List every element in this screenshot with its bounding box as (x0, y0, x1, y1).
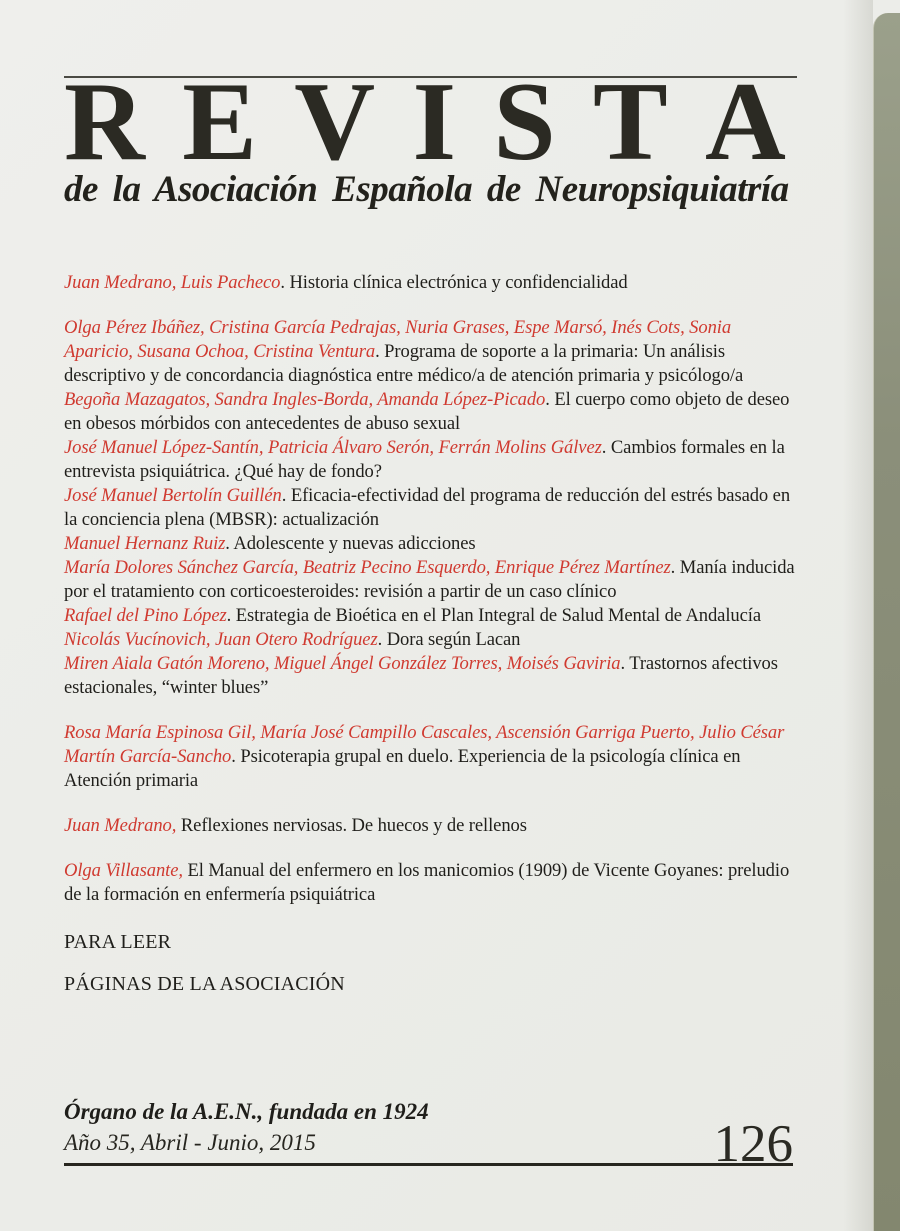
toc-entry (64, 652, 804, 700)
toc-entry-delimiter: . (226, 605, 236, 626)
toc-entry-authors: Rafael del Pino López (64, 605, 227, 626)
toc-entry (64, 532, 804, 556)
toc-entry-authors: Olga Pérez Ibáñez, Cristina García Pedrajas, Nuria Grases, Espe Marsó, Inés Cots, Sonia Aparicio, Susana Ochoa, Cristina Ventura (64, 317, 732, 362)
toc-entry-authors: Olga Villasante, (64, 860, 183, 881)
toc-entry (64, 556, 804, 604)
toc-entry-title: El Manual del enfermero en los manicomios (1909) de Vicente Goyanes: preludio de la formación en enfermería psiquiátrica (64, 860, 790, 905)
toc-entry (64, 859, 804, 907)
toc-entry-title: Dora según Lacan (386, 629, 521, 650)
toc-entry-delimiter: . (545, 389, 555, 410)
toc-entry-delimiter: . (375, 341, 385, 362)
toc-entry (64, 271, 804, 295)
toc-entry (64, 721, 804, 793)
journal-title: R E V I S T A (64, 60, 786, 184)
journal-subtitle: de la Asociación Española de Neuropsiquiatría (64, 169, 789, 210)
footer (64, 1098, 793, 1173)
toc-entry (64, 604, 804, 628)
toc-entry-title: Eficacia-efectividad del programa de reducción del estrés basado en la conciencia plena (MBSR): actualización (64, 485, 791, 530)
toc-entry-delimiter: . (281, 485, 291, 506)
toc-entry-title: Estrategia de Bioética en el Plan Integral de Salud Mental de Andalucía (235, 605, 761, 626)
toc-entry-delimiter: . (280, 272, 290, 293)
toc-entry-title: El cuerpo como objeto de deseo en obesos mórbidos con antecedentes de abuso sexual (64, 389, 790, 434)
toc-entry-authors: Manuel Hernanz Ruiz (64, 533, 226, 554)
toc-entry-authors: José Manuel Bertolín Guillén (64, 485, 282, 506)
toc-entry-title: Trastornos afectivos estacionales, “winter blues” (64, 653, 778, 698)
toc-entry (64, 316, 804, 388)
issue-number: 126 (713, 1115, 793, 1173)
table-of-contents (64, 271, 804, 907)
toc-entry-authors: Miren Aiala Gatón Moreno, Miguel Ángel González Torres, Moisés Gaviria (64, 653, 621, 674)
toc-entry-authors: José Manuel López-Santín, Patricia Álvaro Serón, Ferrán Molins Gálvez (64, 437, 602, 458)
toc-entry-title: Historia clínica electrónica y confidencialidad (289, 272, 628, 293)
section-paginas-asociacion: PÁGINAS DE LA ASOCIACIÓN (64, 973, 345, 995)
toc-entry-authors: Juan Medrano, (64, 815, 177, 836)
toc-entry-delimiter: . (670, 557, 680, 578)
toc-entry-title: Psicoterapia grupal en duelo. Experiencia de la psicología clínica en Atención primaria (64, 746, 741, 791)
footer-organ-line: Órgano de la A.E.N., fundada en 1924 (64, 1099, 429, 1124)
cover-content (0, 60, 804, 996)
toc-entry-authors: Rosa María Espinosa Gil, María José Campillo Cascales, Ascensión Garriga Puerto, Julio César Martín García-Sancho (64, 722, 785, 767)
toc-entry-authors: Begoña Mazagatos, Sandra Ingles-Borda, Amanda López-Picado (64, 389, 546, 410)
toc-entry-delimiter: . (601, 437, 611, 458)
toc-entry (64, 484, 804, 532)
footer-issue-info: Año 35, Abril - Junio, 2015 (64, 1130, 316, 1155)
toc-entry (64, 436, 804, 484)
toc-entry-authors: Juan Medrano, Luis Pacheco (64, 272, 281, 293)
toc-entry-title: Reflexiones nerviosas. De huecos y de rellenos (180, 815, 527, 836)
toc-entry-authors: María Dolores Sánchez García, Beatriz Pecino Esquerdo, Enrique Pérez Martínez (64, 557, 671, 578)
section-para-leer: PARA LEER (64, 931, 172, 953)
toc-entry-delimiter: . (377, 629, 387, 650)
toc-entry-delimiter: . (620, 653, 630, 674)
toc-entry-title: Adolescente y nuevas adicciones (233, 533, 476, 554)
toc-entry-title: Manía inducida por el tratamiento con corticoesteroides: revisión a partir de un caso clínico (64, 557, 795, 602)
toc-entry (64, 388, 804, 436)
toc-entry-delimiter: . (225, 533, 234, 554)
toc-entry-title: Cambios formales en la entrevista psiquiátrica. ¿Qué hay de fondo? (64, 437, 785, 482)
page-edge-shadow (843, 0, 873, 1231)
toc-entry-authors: Nicolás Vucínovich, Juan Otero Rodríguez (64, 629, 378, 650)
toc-entry-delimiter: . (231, 746, 241, 767)
toc-entry (64, 628, 804, 652)
toc-entry (64, 814, 804, 838)
toc-entry-title: Programa de soporte a la primaria: Un análisis descriptivo y de concordancia diagnóstica entre médico/a de atención primaria y psicólogo/a (64, 341, 744, 386)
footer-rule (64, 1163, 793, 1166)
scan-edge-strip (873, 13, 900, 1231)
